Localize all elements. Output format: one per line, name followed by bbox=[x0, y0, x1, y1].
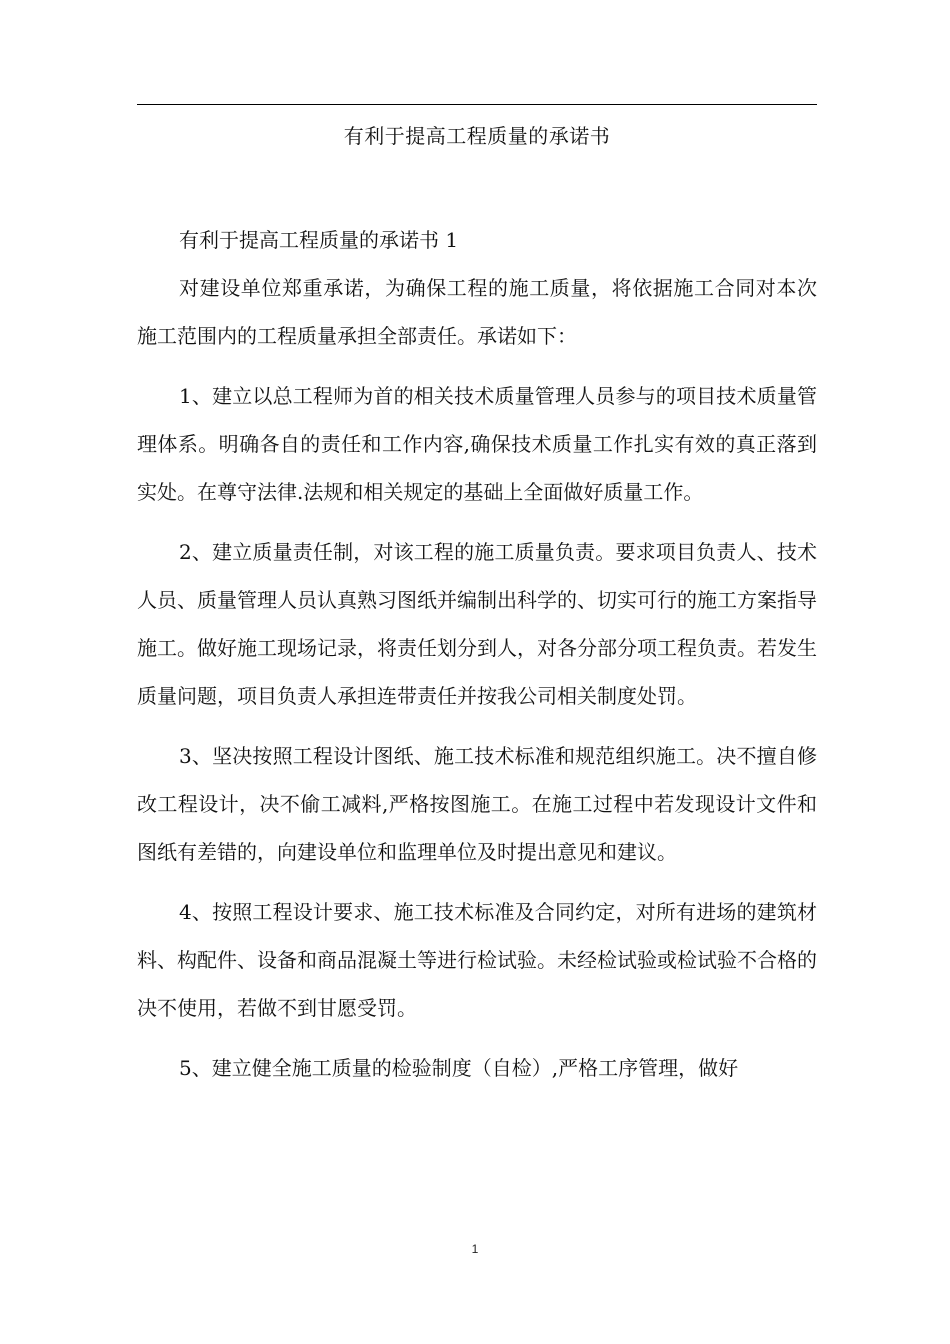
paragraph-item-3: 3、坚决按照工程设计图纸、施工技术标准和规范组织施工。决不擅自修改工程设计，决不偷工减料,严格按图施工。在施工过程中若发现设计文件和图纸有差错的，向建设单位和监理单位及时提出意见和建议。 bbox=[137, 744, 817, 864]
paragraph-item-2: 2、建立质量责任制，对该工程的施工质量负责。要求项目负责人、技术人员、质量管理人员认真熟习图纸并编制出科学的、切实可行的施工方案指导施工。做好施工现场记录，将责任划分到人，对各分部分项工程负责。若发生质量问题，项目负责人承担连带责任并按我公司相关制度处罚。 bbox=[137, 540, 817, 708]
paragraph-item-5: 5、建立健全施工质量的检验制度（自检）,严格工序管理，做好 bbox=[179, 1056, 739, 1080]
section-heading: 有利于提高工程质量的承诺书 1 bbox=[179, 228, 459, 252]
paragraph-item-1: 1、建立以总工程师为首的相关技术质量管理人员参与的项目技术质量管理体系。明确各自的责任和工作内容,确保技术质量工作扎实有效的真正落到实处。在尊守法律.法规和相关规定的基础上全面做好质量工作。 bbox=[137, 384, 817, 504]
paragraph-item-4: 4、按照工程设计要求、施工技术标准及合同约定，对所有进场的建筑材料、构配件、设备和商品混凝土等进行检试验。未经检试验或检试验不合格的决不使用，若做不到甘愿受罚。 bbox=[137, 900, 817, 1020]
paragraph-intro: 对建设单位郑重承诺，为确保工程的施工质量，将依据施工合同对本次施工范围内的工程质量承担全部责任。承诺如下： bbox=[137, 276, 817, 348]
header-rule bbox=[137, 104, 817, 105]
page-number: 1 bbox=[471, 1242, 479, 1256]
document-body bbox=[137, 216, 817, 1104]
document-title: 有利于提高工程质量的承诺书 bbox=[343, 124, 611, 148]
